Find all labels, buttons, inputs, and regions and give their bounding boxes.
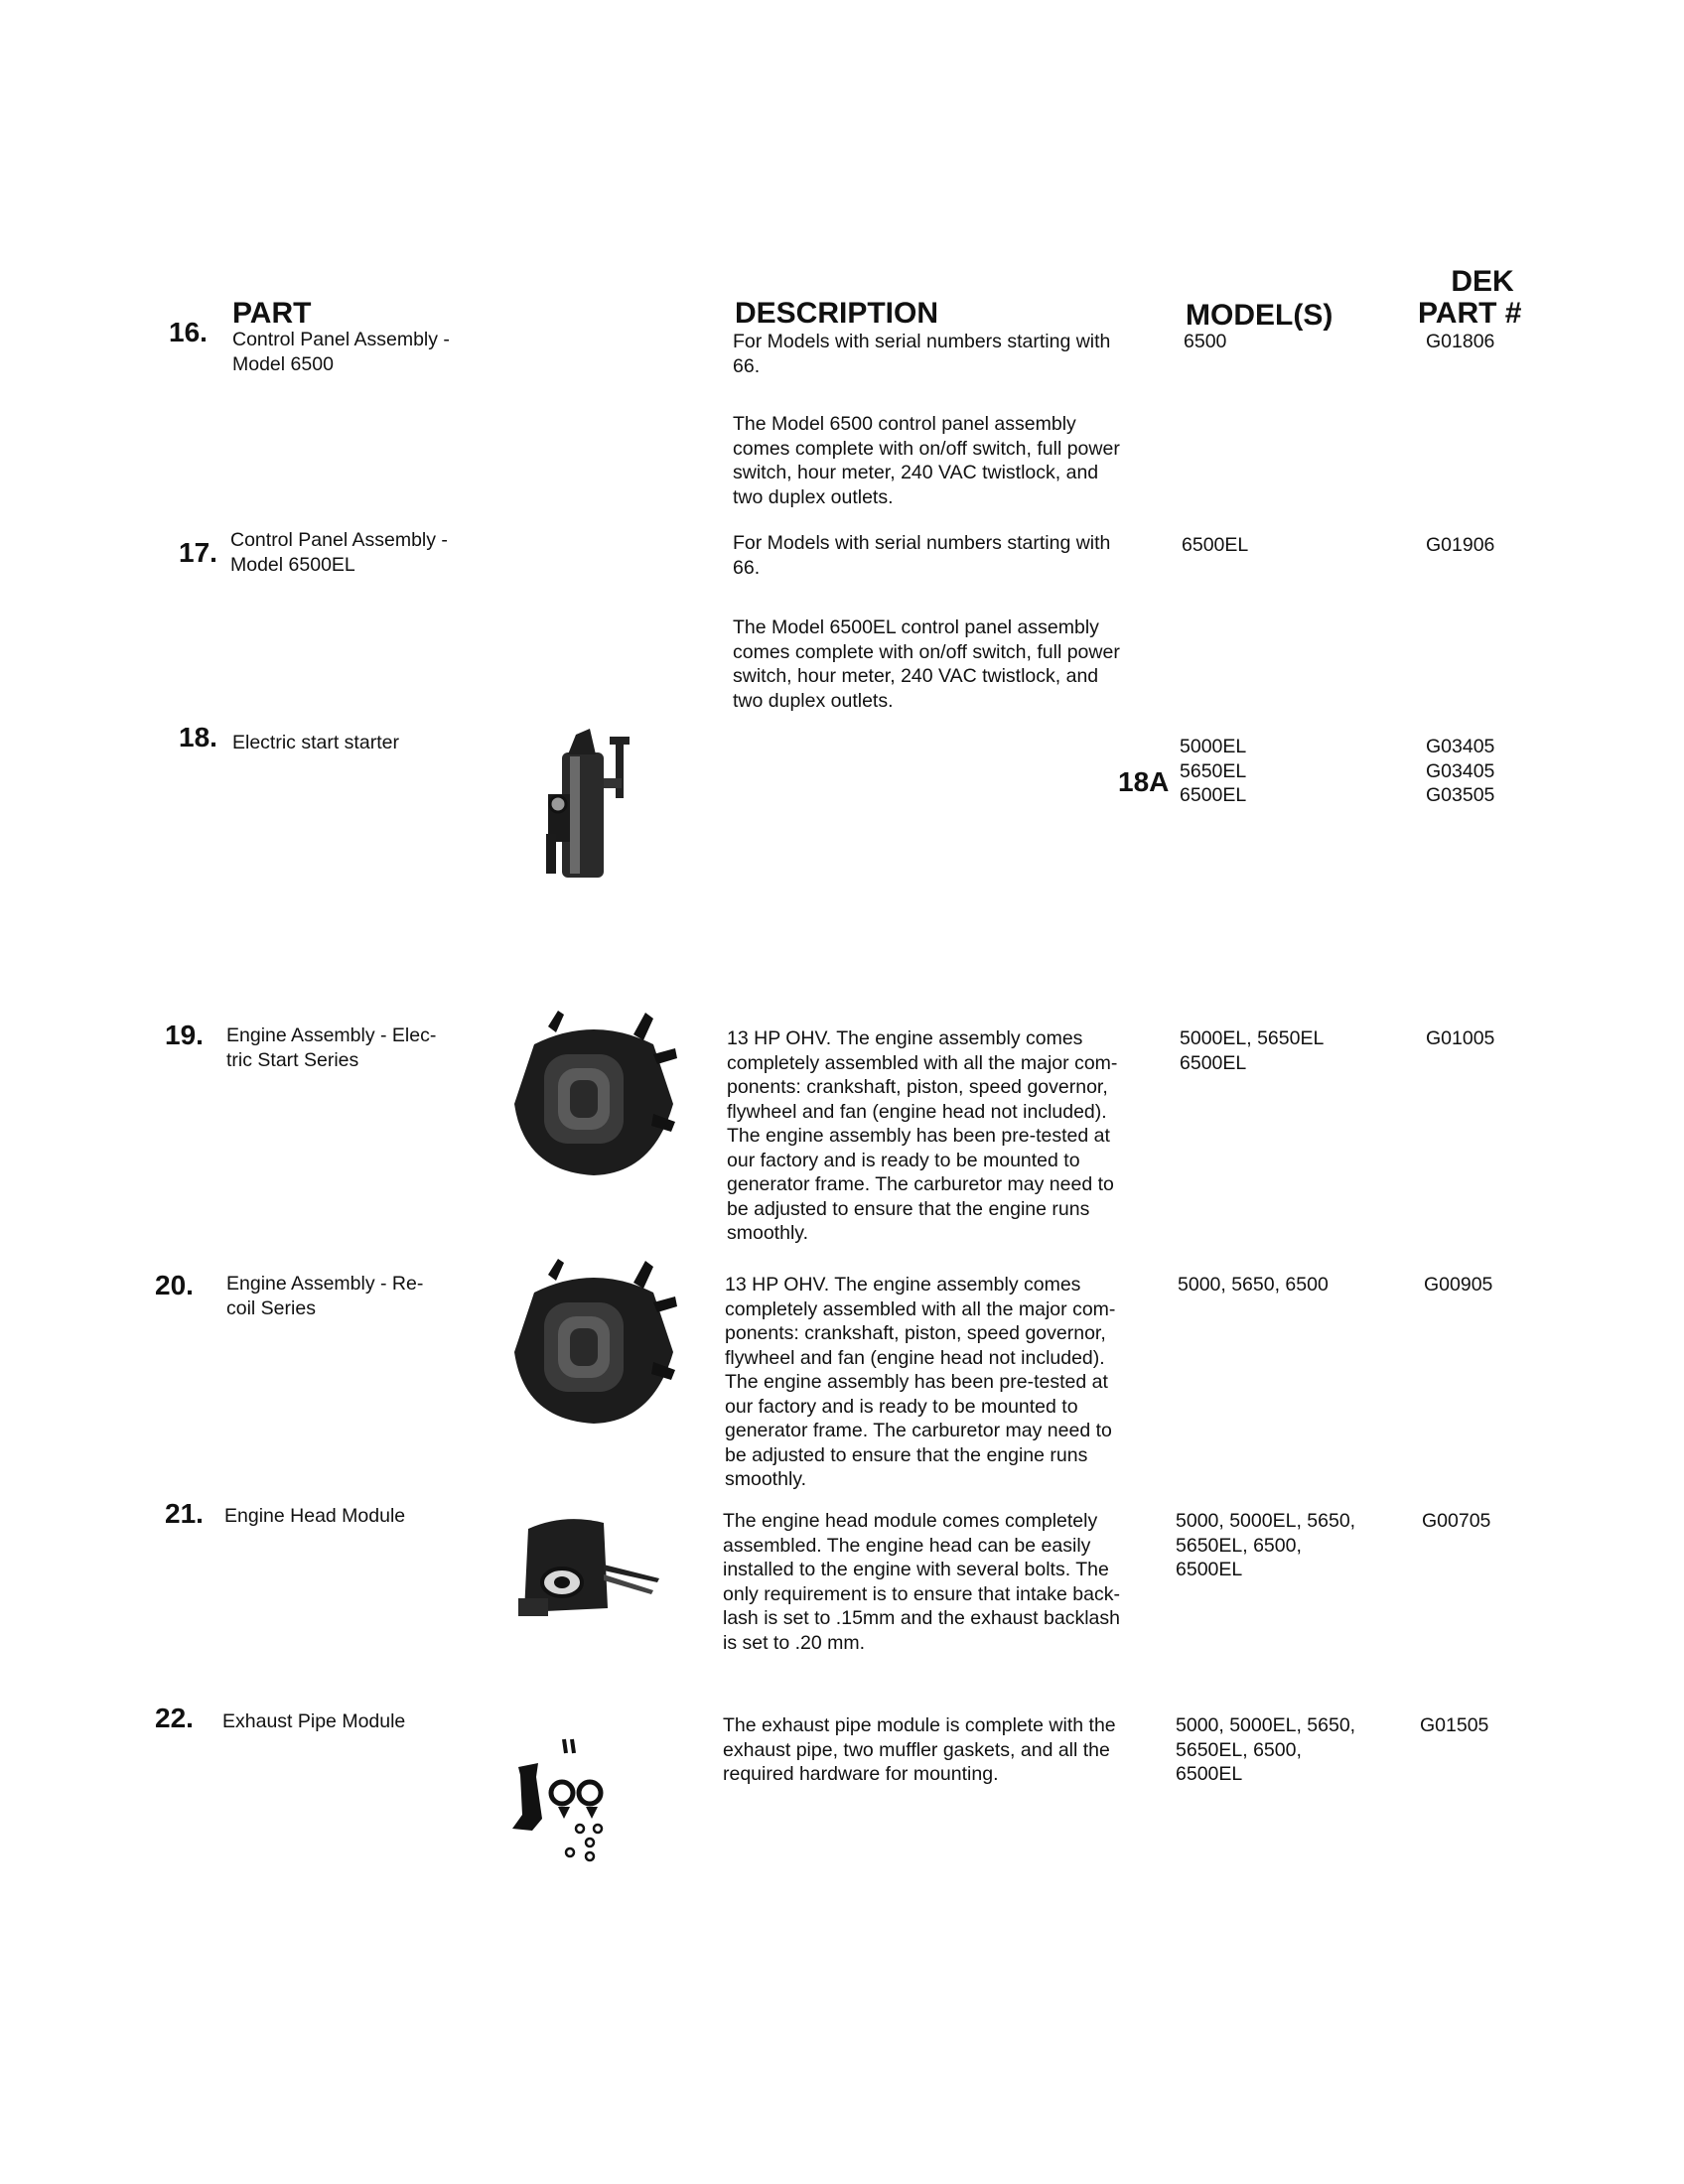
- models: 5000, 5000EL, 5650, 5650EL, 6500, 6500EL: [1176, 1714, 1356, 1785]
- engine-assembly-image: [504, 1005, 683, 1183]
- engine-assembly-image: [504, 1253, 683, 1432]
- dek-part-number: G01505: [1420, 1714, 1489, 1736]
- description-detail: The Model 6500 control panel assembly comes complete with on/off switch, full power switch, hour meter, 240 VAC twistlock, and two duplex outlets.: [733, 413, 1120, 508]
- item-number: 16.: [169, 317, 208, 347]
- models: 5000EL, 5650EL 6500EL: [1180, 1027, 1325, 1074]
- item-number: 19.: [165, 1020, 204, 1050]
- item-number: 21.: [165, 1498, 204, 1529]
- models: 5000, 5650, 6500: [1178, 1274, 1329, 1296]
- item-number: 17.: [179, 537, 217, 568]
- part-name: Control Panel Assembly - Model 6500: [232, 329, 450, 375]
- models: 5000EL 5650EL 6500EL: [1180, 736, 1247, 806]
- header-description: DESCRIPTION: [735, 297, 939, 330]
- dek-part-number: G00705: [1422, 1510, 1491, 1532]
- models: 6500EL: [1182, 534, 1249, 556]
- engine-head-image: [514, 1509, 663, 1628]
- starter-motor-image: [524, 725, 653, 884]
- part-name: Engine Head Module: [224, 1505, 406, 1527]
- dek-part-number: G01005: [1426, 1027, 1495, 1049]
- description: For Models with serial numbers starting with 66.: [733, 331, 1111, 377]
- exhaust-pipe-image: [506, 1735, 635, 1869]
- sub-item-label: 18A: [1118, 766, 1170, 797]
- item-number: 22.: [155, 1703, 194, 1733]
- header-dek-part: PART #: [1418, 297, 1522, 330]
- dek-part-number: G03405 G03405 G03505: [1426, 736, 1495, 806]
- part-name: Engine Assembly - Elec- tric Start Series: [226, 1024, 437, 1071]
- description: The engine head module comes completely assembled. The engine head can be easily installed to the engine with several bolts. The only requirement is to ensure that intake back- lash is set to .15mm and the exhaust backlash is set to .20 mm.: [723, 1510, 1120, 1654]
- header-models: MODEL(S): [1186, 299, 1333, 332]
- models: 6500: [1184, 331, 1227, 352]
- dek-part-number: G01806: [1426, 331, 1495, 352]
- item-number: 20.: [155, 1270, 194, 1300]
- description: 13 HP OHV. The engine assembly comes completely assembled with all the major com- ponents: crankshaft, piston, speed governor, flywheel and fan (engine head not included). The engine assembly has been pre-tested at our factory and is ready to be mounted to generator frame. The carburetor may need to be adjusted to ensure that the engine runs smoothly.: [725, 1274, 1116, 1490]
- header-dek: DEK: [1451, 265, 1514, 298]
- models: 5000, 5000EL, 5650, 5650EL, 6500, 6500EL: [1176, 1510, 1356, 1580]
- dek-part-number: G00905: [1424, 1274, 1493, 1296]
- part-name: Exhaust Pipe Module: [222, 1710, 406, 1732]
- description: The exhaust pipe module is complete with the exhaust pipe, two muffler gaskets, and all the required hardware for mounting.: [723, 1714, 1116, 1785]
- part-name: Control Panel Assembly - Model 6500EL: [230, 529, 448, 576]
- description: 13 HP OHV. The engine assembly comes completely assembled with all the major com- ponents: crankshaft, piston, speed governor, flywheel and fan (engine head not included). The engine assembly has been pre-tested at our factory and is ready to be mounted to generator frame. The carburetor may need to be adjusted to ensure that the engine runs smoothly.: [727, 1027, 1118, 1244]
- header-part: PART: [232, 297, 312, 330]
- dek-part-number: G01906: [1426, 534, 1495, 556]
- item-number: 18.: [179, 722, 217, 752]
- description-detail: The Model 6500EL control panel assembly comes complete with on/off switch, full power switch, hour meter, 240 VAC twistlock, and two duplex outlets.: [733, 616, 1120, 712]
- description: For Models with serial numbers starting with 66.: [733, 532, 1111, 579]
- part-name: Engine Assembly - Re- coil Series: [226, 1273, 424, 1319]
- part-name: Electric start starter: [232, 732, 399, 753]
